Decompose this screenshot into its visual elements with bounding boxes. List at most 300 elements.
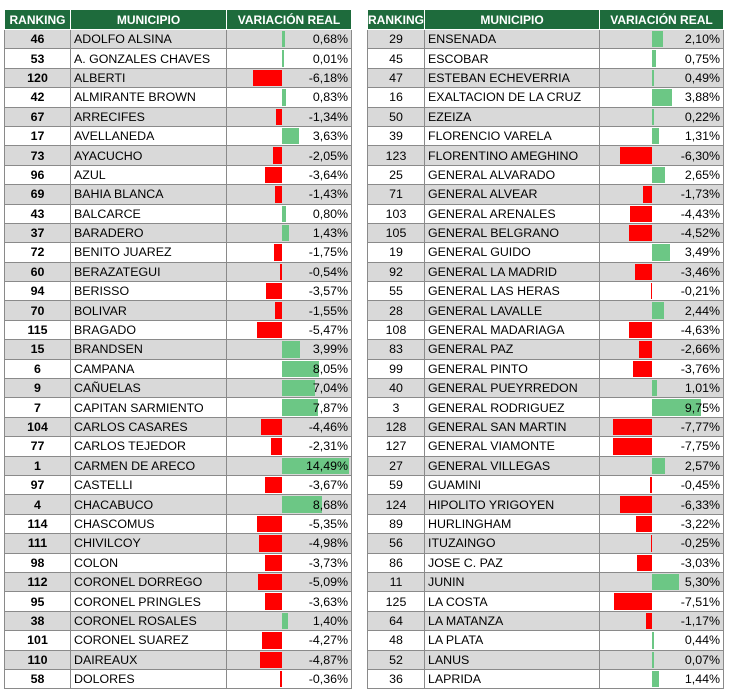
municipio-cell: BRAGADO — [71, 320, 227, 339]
variacion-value: 2,10% — [684, 32, 720, 47]
table-row — [368, 243, 724, 262]
variacion-value: 0,44% — [684, 633, 720, 648]
negative-bar — [259, 535, 282, 551]
municipio-cell: GENERAL LAS HERAS — [425, 282, 600, 301]
municipio-cell: ESTEBAN ECHEVERRIA — [425, 68, 600, 87]
municipio-cell: CARMEN DE ARECO — [71, 456, 227, 475]
ranking-cell: 37 — [5, 223, 71, 242]
table-row — [368, 204, 724, 223]
variacion-cell — [227, 320, 352, 339]
table-row — [5, 243, 352, 262]
variacion-cell — [600, 553, 724, 572]
table-row — [5, 650, 352, 669]
ranking-cell: 108 — [368, 320, 425, 339]
variacion-cell — [227, 88, 352, 107]
table-row — [5, 282, 352, 301]
negative-bar — [273, 147, 282, 163]
positive-bar — [652, 244, 670, 260]
table-row — [368, 30, 724, 49]
ranking-cell: 36 — [368, 669, 425, 688]
positive-bar — [652, 89, 672, 105]
variacion-cell — [600, 223, 724, 242]
ranking-cell: 111 — [5, 534, 71, 553]
variacion-value: 3,88% — [684, 90, 720, 105]
variacion-cell — [600, 262, 724, 281]
municipio-cell: CAMPANA — [71, 359, 227, 378]
variacion-value: -4,98% — [308, 536, 348, 551]
variacion-value: -7,77% — [680, 420, 720, 434]
variacion-value: -6,30% — [680, 148, 720, 163]
positive-bar — [652, 167, 665, 183]
table-row — [368, 398, 724, 417]
negative-bar — [258, 574, 282, 590]
table-row — [368, 282, 724, 301]
variacion-value: -7,51% — [680, 594, 720, 609]
table-row — [368, 379, 724, 398]
variacion-cell — [600, 185, 724, 204]
negative-bar — [266, 283, 282, 299]
variacion-value: -1,55% — [308, 303, 348, 318]
table-row — [368, 456, 724, 475]
variacion-cell — [227, 669, 352, 688]
variacion-cell — [600, 592, 724, 611]
ranking-cell: 53 — [5, 49, 71, 68]
variacion-value: 8,05% — [312, 361, 348, 376]
variacion-cell — [600, 379, 724, 398]
negative-bar — [620, 496, 652, 512]
table-row — [368, 514, 724, 533]
ranking-cell: 124 — [368, 495, 425, 514]
positive-bar — [282, 31, 285, 47]
ranking-cell: 50 — [368, 107, 425, 126]
variacion-cell — [227, 30, 352, 49]
variacion-cell — [600, 475, 724, 494]
negative-bar — [613, 438, 652, 454]
table-row — [368, 68, 724, 87]
table-row — [5, 495, 352, 514]
municipio-cell: HURLINGHAM — [425, 514, 600, 533]
variacion-value: 3,63% — [312, 129, 348, 144]
ranking-cell: 69 — [5, 185, 71, 204]
municipio-cell: ALMIRANTE BROWN — [71, 88, 227, 107]
positive-bar — [282, 89, 286, 105]
variacion-cell — [600, 126, 724, 145]
negative-bar — [630, 206, 652, 222]
positive-bar — [282, 613, 288, 629]
negative-bar — [260, 652, 282, 668]
positive-bar — [282, 225, 289, 241]
positive-bar — [652, 458, 665, 474]
variacion-value: 0,01% — [312, 51, 348, 66]
table-row — [5, 417, 352, 436]
municipio-cell: FLORENCIO VARELA — [425, 126, 600, 145]
variacion-cell — [227, 243, 352, 262]
ranking-cell: 67 — [5, 107, 71, 126]
variacion-cell — [227, 650, 352, 669]
variacion-header: VARIACIÓN REAL — [227, 10, 352, 30]
negative-bar — [274, 244, 282, 260]
ranking-cell: 105 — [368, 223, 425, 242]
ranking-cell: 38 — [5, 611, 71, 630]
municipio-cell: CARLOS TEJEDOR — [71, 437, 227, 456]
ranking-cell: 103 — [368, 204, 425, 223]
table-row — [5, 30, 352, 49]
municipio-cell: ADOLFO ALSINA — [71, 30, 227, 49]
variacion-cell — [600, 456, 724, 475]
municipio-cell: GENERAL ALVEAR — [425, 185, 600, 204]
variacion-value: 5,30% — [684, 575, 720, 590]
ranking-cell: 9 — [5, 379, 71, 398]
negative-bar — [265, 555, 282, 571]
variacion-value: -4,43% — [680, 206, 720, 221]
municipio-cell: LAPRIDA — [425, 669, 600, 688]
ranking-cell: 70 — [5, 301, 71, 320]
variacion-value: 0,49% — [684, 70, 720, 85]
municipio-cell: EXALTACION DE LA CRUZ — [425, 88, 600, 107]
ranking-cell: 42 — [5, 88, 71, 107]
municipio-cell: CORONEL SUAREZ — [71, 631, 227, 650]
ranking-cell: 17 — [5, 126, 71, 145]
table-row — [368, 49, 724, 68]
table-row — [5, 107, 352, 126]
municipio-cell: GENERAL BELGRANO — [425, 223, 600, 242]
variacion-value: -3,46% — [680, 264, 720, 279]
variacion-cell — [600, 49, 724, 68]
variacion-value: -1,34% — [308, 109, 348, 124]
variacion-cell — [227, 398, 352, 417]
negative-bar — [637, 555, 652, 571]
ranking-cell: 60 — [5, 262, 71, 281]
municipio-cell: ITUZAINGO — [425, 534, 600, 553]
variacion-value: 14,49% — [305, 458, 348, 473]
variacion-value: -3,22% — [680, 516, 720, 531]
ranking-cell: 114 — [5, 514, 71, 533]
variacion-value: 9,75% — [684, 400, 720, 415]
variacion-cell — [227, 475, 352, 494]
ranking-cell: 45 — [368, 49, 425, 68]
variacion-value: 0,22% — [684, 109, 720, 124]
variacion-value: -4,27% — [308, 633, 348, 648]
variacion-value: 1,43% — [312, 226, 348, 241]
table-row — [5, 437, 352, 456]
ranking-cell: 83 — [368, 340, 425, 359]
variacion-value: -2,66% — [680, 342, 720, 357]
positive-bar — [652, 31, 663, 47]
variacion-value: 0,80% — [312, 206, 348, 221]
ranking-cell: 28 — [368, 301, 425, 320]
negative-bar — [651, 535, 653, 551]
negative-bar — [265, 593, 282, 609]
variacion-value: 0,83% — [312, 90, 348, 105]
table-row — [368, 262, 724, 281]
variacion-value: 7,87% — [312, 400, 348, 415]
negative-bar — [636, 516, 652, 532]
negative-bar — [620, 147, 652, 163]
municipio-cell: GENERAL ARENALES — [425, 204, 600, 223]
negative-bar — [276, 109, 282, 125]
ranking-cell: 92 — [368, 262, 425, 281]
ranking-cell: 128 — [368, 417, 425, 436]
table-row — [5, 611, 352, 630]
table-row — [5, 49, 352, 68]
variacion-value: 3,49% — [684, 245, 720, 260]
variacion-cell — [600, 534, 724, 553]
variacion-value: 1,01% — [684, 381, 720, 396]
table-row — [368, 146, 724, 165]
municipio-cell: ENSENADA — [425, 30, 600, 49]
variacion-cell — [227, 359, 352, 378]
variacion-cell — [227, 126, 352, 145]
ranking-cell: 112 — [5, 572, 71, 591]
municipio-cell: HIPOLITO YRIGOYEN — [425, 495, 600, 514]
table-row — [368, 650, 724, 669]
table-row — [5, 68, 352, 87]
positive-bar — [652, 109, 654, 125]
variacion-value: -3,57% — [308, 284, 348, 299]
ranking-cell: 86 — [368, 553, 425, 572]
municipio-cell: ALBERTI — [71, 68, 227, 87]
negative-bar — [633, 361, 652, 377]
table-row — [5, 456, 352, 475]
left-table-body — [5, 30, 352, 689]
variacion-cell — [600, 631, 724, 650]
header-row — [368, 10, 724, 30]
ranking-cell: 59 — [368, 475, 425, 494]
municipio-cell: AZUL — [71, 165, 227, 184]
variacion-cell — [227, 146, 352, 165]
variacion-value: -0,45% — [680, 478, 720, 493]
ranking-cell: 123 — [368, 146, 425, 165]
variacion-value: -1,73% — [680, 187, 720, 202]
negative-bar — [639, 341, 652, 357]
variacion-value: 0,68% — [312, 32, 348, 47]
ranking-cell: 4 — [5, 495, 71, 514]
municipio-cell: BENITO JUAREZ — [71, 243, 227, 262]
table-row — [368, 534, 724, 553]
table-row — [368, 185, 724, 204]
positive-bar — [652, 380, 657, 396]
variacion-cell — [227, 534, 352, 553]
table-row — [368, 495, 724, 514]
municipio-cell: GENERAL SAN MARTIN — [425, 417, 600, 436]
ranking-cell: 15 — [5, 340, 71, 359]
variacion-cell — [227, 223, 352, 242]
table-row — [368, 437, 724, 456]
variacion-cell — [227, 340, 352, 359]
variacion-cell — [600, 320, 724, 339]
table-row — [368, 340, 724, 359]
ranking-cell: 125 — [368, 592, 425, 611]
variacion-value: -3,03% — [680, 555, 720, 570]
variacion-value: 0,75% — [684, 51, 720, 66]
negative-bar — [262, 632, 282, 648]
negative-bar — [629, 225, 652, 241]
municipio-cell: EZEIZA — [425, 107, 600, 126]
municipio-cell: GENERAL LAVALLE — [425, 301, 600, 320]
variacion-cell — [227, 437, 352, 456]
variacion-value: 2,65% — [684, 167, 720, 182]
variacion-cell — [227, 495, 352, 514]
municipio-cell: COLON — [71, 553, 227, 572]
table-row — [5, 340, 352, 359]
table-row — [5, 379, 352, 398]
municipio-cell: BERAZATEGUI — [71, 262, 227, 281]
table-row — [5, 592, 352, 611]
variacion-value: -0,36% — [308, 672, 348, 687]
municipio-header: MUNICIPIO — [71, 10, 227, 30]
negative-bar — [280, 671, 282, 687]
negative-bar — [635, 264, 652, 280]
negative-bar — [614, 593, 652, 609]
positive-bar — [282, 380, 315, 396]
variacion-cell — [600, 165, 724, 184]
ranking-cell: 56 — [368, 534, 425, 553]
municipio-cell: GENERAL RODRIGUEZ — [425, 398, 600, 417]
municipio-cell: GENERAL PINTO — [425, 359, 600, 378]
variacion-cell — [227, 417, 352, 436]
variacion-value: 1,44% — [684, 672, 720, 687]
negative-bar — [629, 322, 652, 338]
ranking-cell: 104 — [5, 417, 71, 436]
ranking-cell: 73 — [5, 146, 71, 165]
municipio-cell: GENERAL ALVARADO — [425, 165, 600, 184]
ranking-header: RANKING — [368, 10, 425, 30]
ranking-cell: 25 — [368, 165, 425, 184]
table-row — [5, 262, 352, 281]
ranking-cell: 95 — [5, 592, 71, 611]
variacion-cell — [600, 30, 724, 49]
municipio-cell: LANUS — [425, 650, 600, 669]
municipio-cell: LA MATANZA — [425, 611, 600, 630]
variacion-value: -3,64% — [308, 167, 348, 182]
municipio-cell: DOLORES — [71, 669, 227, 688]
municipio-cell: GENERAL LA MADRID — [425, 262, 600, 281]
variacion-cell — [600, 88, 724, 107]
table-row — [368, 592, 724, 611]
ranking-cell: 97 — [5, 475, 71, 494]
negative-bar — [651, 283, 653, 299]
variacion-value: 7,04% — [312, 381, 348, 396]
variacion-cell — [227, 282, 352, 301]
table-row — [368, 126, 724, 145]
ranking-cell: 11 — [368, 572, 425, 591]
ranking-cell: 110 — [5, 650, 71, 669]
municipio-cell: GENERAL MADARIAGA — [425, 320, 600, 339]
table-row — [5, 126, 352, 145]
table-row — [5, 185, 352, 204]
ranking-cell: 101 — [5, 631, 71, 650]
positive-bar — [282, 206, 286, 222]
municipio-cell: ESCOBAR — [425, 49, 600, 68]
variacion-cell — [227, 68, 352, 87]
variacion-cell — [600, 146, 724, 165]
table-row — [5, 223, 352, 242]
municipio-cell: GENERAL VILLEGAS — [425, 456, 600, 475]
variacion-value: -0,21% — [680, 284, 720, 299]
municipio-cell: BERISSO — [71, 282, 227, 301]
variacion-cell — [600, 301, 724, 320]
municipio-cell: CAPITAN SARMIENTO — [71, 398, 227, 417]
ranking-cell: 127 — [368, 437, 425, 456]
municipio-cell: JOSE C. PAZ — [425, 553, 600, 572]
variacion-cell — [227, 611, 352, 630]
municipio-cell: CORONEL PRINGLES — [71, 592, 227, 611]
table-row — [368, 669, 724, 688]
negative-bar — [257, 516, 282, 532]
table-row — [368, 417, 724, 436]
ranking-cell: 77 — [5, 437, 71, 456]
municipio-cell: GENERAL VIAMONTE — [425, 437, 600, 456]
municipio-cell: AYACUCHO — [71, 146, 227, 165]
variacion-cell — [600, 611, 724, 630]
ranking-cell: 19 — [368, 243, 425, 262]
ranking-cell: 27 — [368, 456, 425, 475]
table-row — [368, 301, 724, 320]
table-row — [368, 107, 724, 126]
variacion-value: 3,99% — [312, 342, 348, 357]
variacion-header: VARIACIÓN REAL — [600, 10, 724, 30]
variacion-cell — [227, 107, 352, 126]
municipio-cell: GENERAL PUEYRREDON — [425, 379, 600, 398]
table-row — [5, 165, 352, 184]
negative-bar — [275, 186, 282, 202]
table-row — [5, 553, 352, 572]
ranking-cell: 39 — [368, 126, 425, 145]
table-row — [5, 669, 352, 688]
variacion-cell — [600, 398, 724, 417]
variacion-cell — [600, 359, 724, 378]
municipio-cell: LA COSTA — [425, 592, 600, 611]
municipio-cell: BOLIVAR — [71, 301, 227, 320]
ranking-cell: 47 — [368, 68, 425, 87]
table-row — [5, 475, 352, 494]
municipio-cell: DAIREAUX — [71, 650, 227, 669]
ranking-cell: 120 — [5, 68, 71, 87]
variacion-value: 0,07% — [684, 652, 720, 667]
variacion-cell — [227, 301, 352, 320]
variacion-cell — [600, 572, 724, 591]
table-row — [5, 398, 352, 417]
ranking-cell: 40 — [368, 379, 425, 398]
variacion-value: -5,35% — [308, 516, 348, 531]
ranking-cell: 89 — [368, 514, 425, 533]
positive-bar — [652, 302, 664, 318]
variacion-cell — [600, 669, 724, 688]
positive-bar — [652, 574, 679, 590]
variacion-cell — [600, 417, 724, 436]
variacion-cell — [227, 572, 352, 591]
negative-bar — [275, 302, 282, 318]
variacion-value: -1,43% — [308, 187, 348, 202]
municipio-cell: BRANDSEN — [71, 340, 227, 359]
variacion-cell — [600, 514, 724, 533]
table-row — [5, 320, 352, 339]
variacion-cell — [227, 185, 352, 204]
negative-bar — [280, 264, 282, 280]
municipio-cell: CORONEL ROSALES — [71, 611, 227, 630]
variacion-cell — [227, 49, 352, 68]
variacion-value: -6,18% — [308, 70, 348, 85]
ranking-table-left — [4, 9, 352, 689]
table-row — [368, 165, 724, 184]
variacion-value: -2,31% — [308, 439, 348, 454]
municipio-cell: JUNIN — [425, 572, 600, 591]
municipio-cell: CHASCOMUS — [71, 514, 227, 533]
ranking-cell: 55 — [368, 282, 425, 301]
ranking-cell: 96 — [5, 165, 71, 184]
ranking-cell: 16 — [368, 88, 425, 107]
header-row — [5, 10, 352, 30]
